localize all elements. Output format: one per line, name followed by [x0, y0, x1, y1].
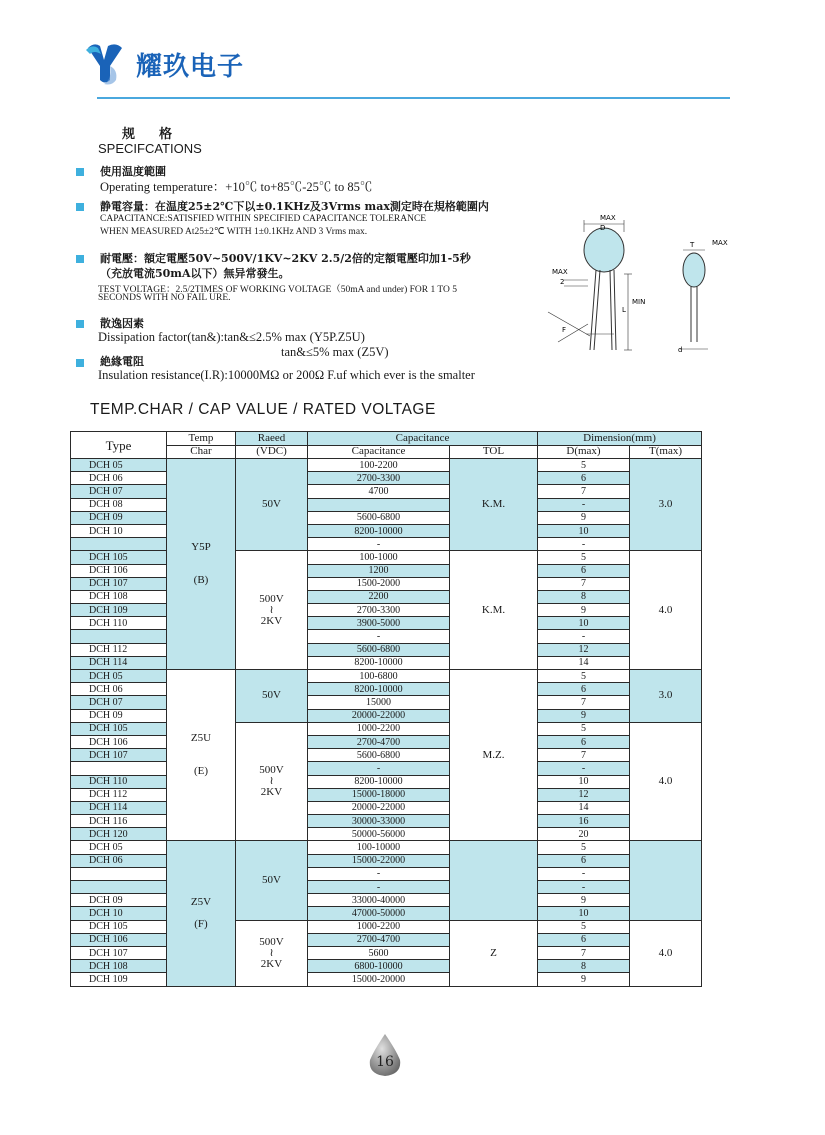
tol-y5p-1 [450, 459, 538, 551]
cell-type: DCH 112 [71, 643, 167, 656]
cell-type: DCH 106 [71, 564, 167, 577]
cell-d-max: 7 [538, 577, 630, 590]
cell-type: DCH 105 [71, 920, 167, 933]
spec-title-en: SPECIFCATIONS [98, 141, 202, 156]
table-title: TEMP.CHAR / CAP VALUE / RATED VOLTAGE [90, 401, 436, 418]
drawing-label-t: T [690, 241, 695, 249]
voltage-en-2: SECONDS WITH NO FAIL URE. [98, 293, 231, 303]
cell-type: DCH 106 [71, 933, 167, 946]
insulation-en: Insulation resistance(I.R):10000MΩ or 200Ω F.uf which ever is the smalter [98, 368, 475, 382]
tol-y5p-2 [450, 551, 538, 670]
t-max-y5p-1 [630, 459, 702, 551]
table-row [71, 762, 702, 775]
cell-type: DCH 07 [71, 485, 167, 498]
v500: 500V [259, 935, 284, 948]
header-vdc: (VDC) [236, 445, 308, 459]
cell-capacitance: - [308, 538, 450, 551]
cell-capacitance: 33000-40000 [308, 894, 450, 907]
cell-d-max: 6 [538, 735, 630, 748]
tol-z: Z [490, 946, 497, 959]
cell-capacitance: - [308, 881, 450, 894]
op-temp-en: Operating temperature：+10℃ to+85℃-25℃ to 85℃ [100, 180, 373, 194]
cell-type: DCH 108 [71, 590, 167, 603]
cell-type: DCH 114 [71, 656, 167, 669]
t-4-z5u: 4.0 [658, 775, 673, 788]
cell-type [71, 867, 167, 880]
t-max-z5v-blank [630, 841, 702, 920]
voltage-en-1: TEST VOLTAGE：2.5/2TIMES OF WORKING VOLTAGE（50mA and under) FOR 1 TO 5 [98, 285, 458, 295]
page-number: 16 [376, 1054, 394, 1070]
cell-d-max: - [538, 538, 630, 551]
cell-capacitance: 20000-22000 [308, 801, 450, 814]
tol-mz: M.Z. [482, 748, 505, 761]
temp-z5v: Z5V [190, 895, 212, 908]
bullet-square-icon [76, 203, 84, 211]
cell-capacitance: 8200-10000 [308, 656, 450, 669]
cell-d-max: 6 [538, 933, 630, 946]
table-row [71, 670, 702, 683]
cell-capacitance: 4700 [308, 485, 450, 498]
cell-capacitance: 2700-3300 [308, 604, 450, 617]
cell-capacitance: 100-6800 [308, 670, 450, 683]
cell-capacitance: 100-1000 [308, 551, 450, 564]
cell-capacitance: 15000-18000 [308, 788, 450, 801]
temp-char-z5v [167, 841, 236, 986]
table-row [71, 881, 702, 894]
cell-type: DCH 110 [71, 617, 167, 630]
header-temp: Temp [167, 432, 236, 446]
header-t: T(max) [630, 445, 702, 459]
cell-capacitance: 1000-2200 [308, 920, 450, 933]
table-row [71, 894, 702, 907]
cell-d-max: 20 [538, 828, 630, 841]
cell-d-max: 10 [538, 524, 630, 537]
cell-type: DCH 10 [71, 524, 167, 537]
table-row [71, 459, 702, 472]
table-row [71, 551, 702, 564]
table-row [71, 788, 702, 801]
drawing-label-max-left: MAX [552, 268, 568, 276]
cell-d-max: - [538, 881, 630, 894]
cell-capacitance: - [308, 630, 450, 643]
table-row [71, 577, 702, 590]
cell-d-max: 10 [538, 617, 630, 630]
dissipation-en-1: Dissipation factor(tan&):tan&≤2.5% max (Y5P.Z5U) [98, 330, 365, 344]
bullet-square-icon [76, 168, 84, 176]
cell-capacitance: 8200-10000 [308, 683, 450, 696]
cell-type: DCH 112 [71, 788, 167, 801]
voltage-cn-2: （充放電流50mA以下）無异常發生。 [100, 267, 290, 280]
header-rated: Raeed [236, 432, 308, 446]
cell-type: DCH 07 [71, 696, 167, 709]
table-row [71, 841, 702, 854]
drawing-label-d: D [600, 224, 606, 232]
cell-type: DCH 107 [71, 946, 167, 959]
cell-d-max: 7 [538, 696, 630, 709]
cell-type: DCH 10 [71, 907, 167, 920]
cell-d-max: 9 [538, 604, 630, 617]
t-max-z5v [630, 920, 702, 986]
cell-d-max: 6 [538, 472, 630, 485]
bullet-square-icon [76, 359, 84, 367]
header-char: Char [167, 445, 236, 459]
cell-d-max: 6 [538, 683, 630, 696]
table-row [71, 946, 702, 959]
cell-capacitance: 2700-3300 [308, 472, 450, 485]
table-row [71, 933, 702, 946]
table-row [71, 604, 702, 617]
cell-capacitance [308, 498, 450, 511]
cell-d-max: - [538, 630, 630, 643]
table-row [71, 511, 702, 524]
tol-km-2: K.M. [481, 603, 506, 616]
tol-z5u [450, 670, 538, 841]
cell-d-max: 5 [538, 841, 630, 854]
cell-d-max: 9 [538, 709, 630, 722]
cell-capacitance: - [308, 867, 450, 880]
cell-capacitance: 5600-6800 [308, 511, 450, 524]
table-row [71, 709, 702, 722]
cell-type: DCH 108 [71, 960, 167, 973]
cell-type [71, 881, 167, 894]
temp-f: (F) [194, 917, 208, 930]
cell-type: DCH 08 [71, 498, 167, 511]
cell-type: DCH 107 [71, 577, 167, 590]
cell-capacitance: 5600-6800 [308, 643, 450, 656]
cell-d-max: 5 [538, 722, 630, 735]
cell-type: DCH 06 [71, 472, 167, 485]
cell-d-max: 5 [538, 920, 630, 933]
bullet-square-icon [76, 255, 84, 263]
cell-type [71, 762, 167, 775]
cell-capacitance: 1500-2000 [308, 577, 450, 590]
tilde: ≀ [269, 603, 274, 616]
table-row [71, 656, 702, 669]
capacitor-dimension-drawing [528, 212, 748, 362]
cell-capacitance: 2200 [308, 590, 450, 603]
rated-50v-z5u [236, 670, 308, 723]
t-max-y5p-2 [630, 551, 702, 670]
cell-d-max: 6 [538, 564, 630, 577]
cell-type: DCH 09 [71, 894, 167, 907]
cell-type: DCH 120 [71, 828, 167, 841]
table-row [71, 696, 702, 709]
cell-d-max: 10 [538, 907, 630, 920]
v500: 500V [259, 592, 284, 605]
table-row [71, 538, 702, 551]
drawing-label-max-right: MAX [712, 239, 728, 247]
drawing-label-max-top: MAX [600, 214, 616, 222]
t-3-y5p: 3.0 [658, 498, 673, 511]
temp-e: (E) [193, 765, 209, 778]
dissipation-cn: 散逸因素 [100, 317, 144, 330]
spec-table [70, 431, 702, 987]
dissipation-en-2: tan&≤5% max (Z5V) [281, 345, 389, 359]
temp-char-y5p [167, 459, 236, 670]
table-row [71, 643, 702, 656]
table-row [71, 590, 702, 603]
cell-capacitance: 5600 [308, 946, 450, 959]
header-type: Type [71, 432, 167, 459]
cell-d-max: 12 [538, 643, 630, 656]
cell-capacitance: 1200 [308, 564, 450, 577]
rated-500v-z5u [236, 722, 308, 841]
cell-type: DCH 09 [71, 511, 167, 524]
cell-type: DCH 06 [71, 854, 167, 867]
drawing-label-min: MIN [632, 298, 646, 306]
volt-50v: 50V [262, 498, 281, 511]
cell-type: DCH 05 [71, 841, 167, 854]
insulation-cn: 絶緣電阻 [100, 355, 144, 368]
cell-d-max: 10 [538, 775, 630, 788]
cell-capacitance: 8200-10000 [308, 775, 450, 788]
table-row [71, 828, 702, 841]
table-row [71, 867, 702, 880]
table-row [71, 801, 702, 814]
table-row [71, 973, 702, 986]
table-row [71, 960, 702, 973]
cell-capacitance: 6800-10000 [308, 960, 450, 973]
cell-capacitance: 20000-22000 [308, 709, 450, 722]
cell-d-max: 9 [538, 894, 630, 907]
cell-capacitance: 5600-6800 [308, 749, 450, 762]
table-row [71, 907, 702, 920]
header-rule [97, 97, 730, 99]
cell-type: DCH 06 [71, 683, 167, 696]
drawing-label-f: F [562, 326, 567, 334]
cell-d-max: 5 [538, 459, 630, 472]
table-row [71, 472, 702, 485]
tol-km-1: K.M. [481, 498, 506, 511]
volt-50v-z5u: 50V [262, 689, 281, 702]
cell-d-max: 5 [538, 670, 630, 683]
cell-capacitance: 3900-5000 [308, 617, 450, 630]
cell-type [71, 630, 167, 643]
cell-capacitance: 1000-2200 [308, 722, 450, 735]
cell-d-max: 7 [538, 749, 630, 762]
cell-type: DCH 114 [71, 801, 167, 814]
table-row [71, 498, 702, 511]
cell-capacitance: 15000-22000 [308, 854, 450, 867]
cell-type: DCH 107 [71, 749, 167, 762]
cell-type: DCH 105 [71, 551, 167, 564]
table-row [71, 524, 702, 537]
capacitance-en-2: WHEN MEASURED At25±2℃ WITH 1±0.1KHz AND 3 Vrms max. [100, 227, 368, 237]
header-tol: TOL [450, 445, 538, 459]
header-dimension: Dimension(mm) [538, 432, 702, 446]
cell-d-max: 16 [538, 815, 630, 828]
rated-50v-z5v [236, 841, 308, 920]
table-row [71, 722, 702, 735]
cell-d-max: 14 [538, 801, 630, 814]
cell-capacitance: 47000-50000 [308, 907, 450, 920]
header-cap-value: Capacitance [308, 445, 450, 459]
cell-capacitance: 50000-56000 [308, 828, 450, 841]
volt-50v-z5v: 50V [262, 874, 281, 886]
header-capacitance: Capacitance [308, 432, 538, 446]
cell-type: DCH 106 [71, 735, 167, 748]
spec-title-cn: 规格 [122, 127, 197, 142]
table-row [71, 920, 702, 933]
cell-type: DCH 105 [71, 722, 167, 735]
cell-d-max: 5 [538, 551, 630, 564]
capacitance-cn: 静電容量：在温度25±2℃下以±0.1KHz及3Vrms max測定時在規格範圍内 [100, 200, 489, 213]
cell-type: DCH 116 [71, 815, 167, 828]
table-row [71, 617, 702, 630]
cell-d-max: 7 [538, 485, 630, 498]
cell-capacitance: 2700-4700 [308, 735, 450, 748]
op-temp-cn: 使用温度範圍 [100, 165, 166, 178]
t-4-z5v: 4.0 [658, 946, 673, 959]
page-number-badge [362, 1032, 408, 1078]
table-row [71, 815, 702, 828]
cell-capacitance: 100-10000 [308, 841, 450, 854]
v2kv: 2KV [260, 614, 283, 627]
drawing-label-two: 2 [560, 278, 565, 286]
temp-z5u: Z5U [190, 732, 212, 745]
rated-50v-y5p [236, 459, 308, 551]
cell-capacitance: 15000 [308, 696, 450, 709]
cell-d-max: 8 [538, 590, 630, 603]
cell-type: DCH 05 [71, 459, 167, 472]
cell-d-max: 12 [538, 788, 630, 801]
company-logo-icon [82, 40, 128, 86]
cell-type: DCH 05 [71, 670, 167, 683]
header-d: D(max) [538, 445, 630, 459]
temp-y5p: Y5P [191, 541, 211, 553]
cell-d-max: 6 [538, 854, 630, 867]
drawing-label-d-lead: d [678, 346, 683, 354]
drawing-label-l: L [622, 306, 626, 314]
t-3-z5u: 3.0 [658, 689, 673, 702]
temp-b: (B) [193, 574, 209, 586]
table-row [71, 485, 702, 498]
rated-500v-z5v [236, 920, 308, 986]
cell-type [71, 538, 167, 551]
cell-type: DCH 109 [71, 604, 167, 617]
tilde: ≀ [269, 775, 274, 788]
t-4-y5p: 4.0 [658, 603, 673, 616]
table-row [71, 775, 702, 788]
cell-d-max: 7 [538, 946, 630, 959]
table-row [71, 564, 702, 577]
tol-z5v [450, 920, 538, 986]
v2kv: 2KV [260, 786, 283, 799]
cell-type: DCH 110 [71, 775, 167, 788]
v500: 500V [259, 764, 284, 777]
cell-d-max: - [538, 498, 630, 511]
capacitance-en-1: CAPACITANCE:SATISFIED WITHIN SPECIFIED CAPACITANCE TOLERANCE [100, 214, 427, 224]
temp-char-z5u [167, 670, 236, 841]
cell-d-max: - [538, 762, 630, 775]
cell-d-max: - [538, 867, 630, 880]
cell-capacitance: 30000-33000 [308, 815, 450, 828]
bullet-square-icon [76, 320, 84, 328]
cell-capacitance: - [308, 762, 450, 775]
tilde: ≀ [269, 946, 274, 959]
rated-500v-y5p [236, 551, 308, 670]
brand-name: 耀玖电子 [136, 52, 245, 82]
cell-type: DCH 109 [71, 973, 167, 986]
cell-capacitance: 8200-10000 [308, 524, 450, 537]
cell-type: DCH 09 [71, 709, 167, 722]
v2kv: 2KV [260, 957, 283, 970]
cell-d-max: 8 [538, 960, 630, 973]
table-row [71, 683, 702, 696]
t-max-z5u-1 [630, 670, 702, 723]
table-row [71, 854, 702, 867]
cell-capacitance: 2700-4700 [308, 933, 450, 946]
voltage-cn-1: 耐電壓：額定電壓50V~500V/1KV~2KV 2.5/2倍的定額電壓印加1-5秒 [100, 252, 471, 265]
table-row [71, 630, 702, 643]
tol-z5v-blank [450, 841, 538, 920]
table-row [71, 749, 702, 762]
cell-capacitance: 15000-20000 [308, 973, 450, 986]
table-row [71, 735, 702, 748]
cell-d-max: 9 [538, 511, 630, 524]
cell-capacitance: 100-2200 [308, 459, 450, 472]
cell-d-max: 9 [538, 973, 630, 986]
t-max-z5u-2 [630, 722, 702, 841]
cell-d-max: 14 [538, 656, 630, 669]
